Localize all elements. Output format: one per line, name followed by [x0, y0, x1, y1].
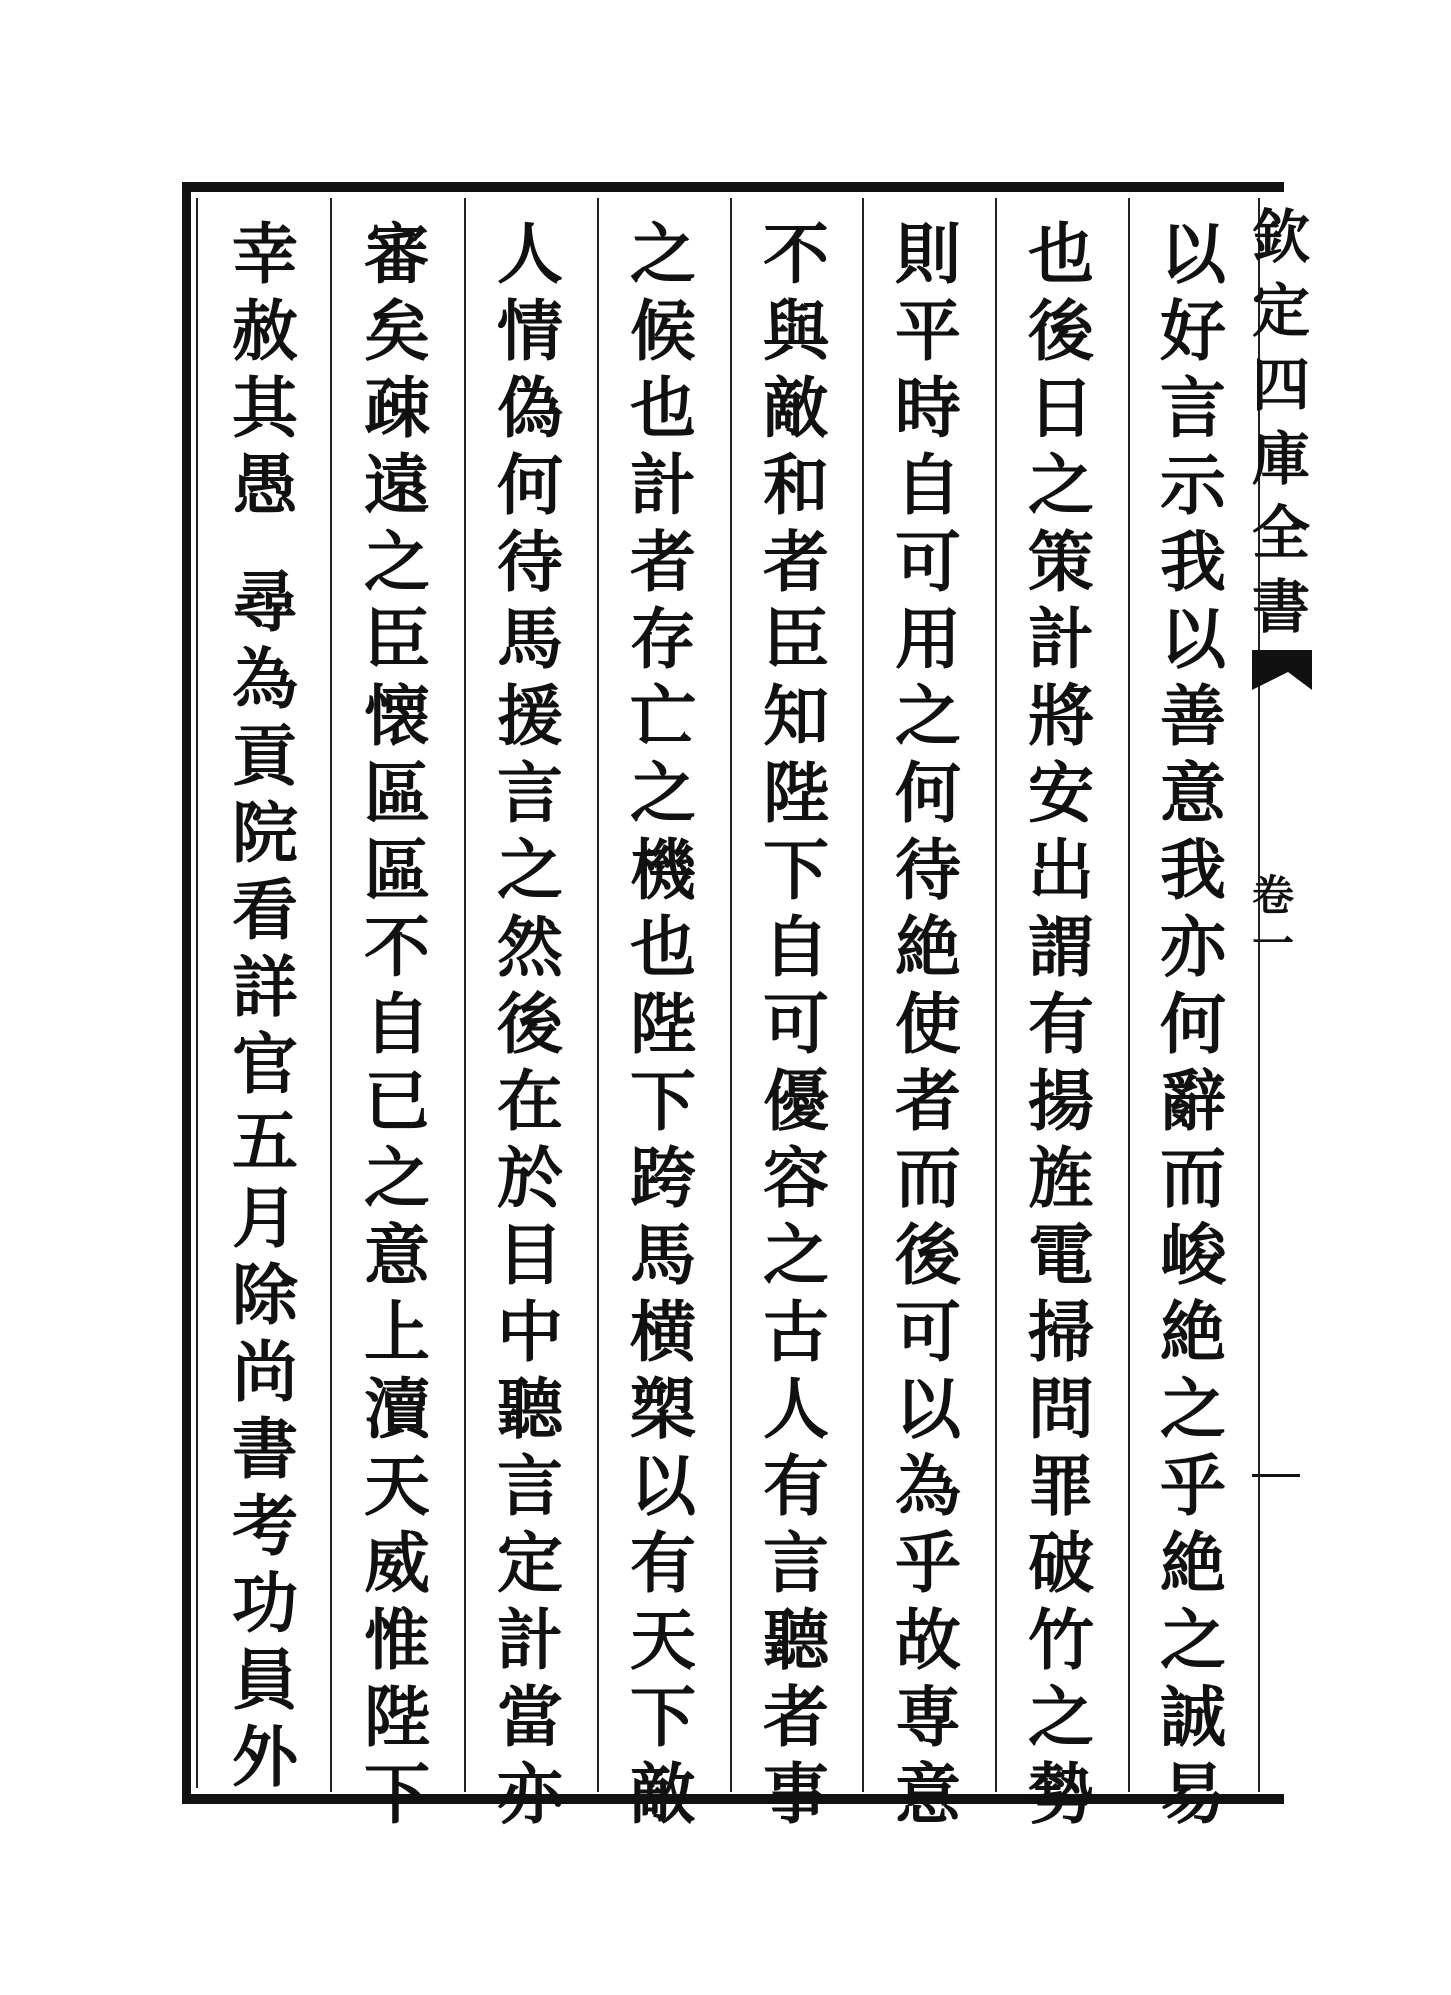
- text-char: 援: [497, 677, 563, 755]
- text-char: 在: [497, 1062, 563, 1140]
- banxin-strip: [1252, 182, 1312, 1804]
- banxin-char: 卷: [1252, 871, 1295, 920]
- text-char: 幸: [232, 215, 298, 293]
- column-rule: [1128, 198, 1130, 1792]
- text-char: 臣: [364, 600, 430, 678]
- text-char: 聽: [763, 1601, 829, 1679]
- text-char: 乎: [895, 1524, 961, 1602]
- text-column-3: [873, 215, 983, 1833]
- text-char: 天: [364, 1447, 430, 1525]
- text-char: 横: [630, 1293, 696, 1371]
- text-char: 後: [895, 1216, 961, 1294]
- text-char: 可: [763, 985, 829, 1063]
- text-char: 何: [1160, 985, 1226, 1063]
- text-char: 官: [232, 1025, 298, 1103]
- text-char: 有: [1028, 985, 1094, 1063]
- text-char: 懐: [364, 677, 430, 755]
- text-char: 定: [497, 1524, 563, 1602]
- text-char: 機: [630, 831, 696, 909]
- text-char: 亡: [630, 677, 696, 755]
- text-char: 敵: [763, 369, 829, 447]
- text-char: 絶: [895, 908, 961, 986]
- text-char: 除: [232, 1256, 298, 1334]
- banxin-char: 全: [1252, 499, 1311, 567]
- text-char: 之: [364, 1139, 430, 1217]
- text-char: 時: [895, 369, 961, 447]
- text-char: 意: [895, 1755, 961, 1833]
- text-char: 不: [364, 908, 430, 986]
- text-char: 之: [763, 1216, 829, 1294]
- text-char: 愚: [232, 446, 298, 524]
- text-char: 人: [763, 1370, 829, 1448]
- text-char: 意: [1160, 754, 1226, 832]
- text-char: 電: [1028, 1216, 1094, 1294]
- text-char: 已: [364, 1062, 430, 1140]
- text-char: 然: [497, 908, 563, 986]
- text-char: 惟: [364, 1601, 430, 1679]
- text-char: 言: [1160, 369, 1226, 447]
- text-char: 貢: [232, 717, 298, 795]
- text-char: 計: [497, 1601, 563, 1679]
- text-column-2: [1006, 215, 1116, 1833]
- text-char: 乎: [1160, 1447, 1226, 1525]
- text-char: 之: [895, 677, 961, 755]
- text-char: 月: [232, 1179, 298, 1257]
- text-char: 用: [895, 600, 961, 678]
- text-char: 情: [497, 292, 563, 370]
- text-char: 善: [1160, 677, 1226, 755]
- text-char: 不: [763, 215, 829, 293]
- fishtail-mark: [1252, 650, 1312, 690]
- text-char: 言: [497, 754, 563, 832]
- banxin-char: 定: [1252, 277, 1311, 345]
- text-char: 待: [895, 831, 961, 909]
- text-column-1: [1138, 215, 1248, 1833]
- text-char: 之: [364, 523, 430, 601]
- text-char: 者: [895, 1062, 961, 1140]
- text-char: 優: [763, 1062, 829, 1140]
- text-char: 自: [763, 908, 829, 986]
- text-char: 中: [497, 1293, 563, 1371]
- text-char: 疎: [364, 369, 430, 447]
- text-char: 何: [895, 754, 961, 832]
- text-char: 言: [497, 1447, 563, 1525]
- text-column-5: [608, 215, 718, 1833]
- text-char: 後: [1028, 292, 1094, 370]
- text-column-7: [342, 215, 452, 1833]
- text-char: 目: [497, 1216, 563, 1294]
- text-char: 我: [1160, 831, 1226, 909]
- text-char: 外: [232, 1718, 298, 1796]
- text-char: 言: [763, 1524, 829, 1602]
- text-char: 候: [630, 292, 696, 370]
- text-char: 與: [763, 292, 829, 370]
- text-char: 専: [895, 1678, 961, 1756]
- text-char: 五: [232, 1102, 298, 1180]
- text-char: 自: [895, 446, 961, 524]
- text-char: 而: [1160, 1139, 1226, 1217]
- text-char: 於: [497, 1139, 563, 1217]
- text-char: 揚: [1028, 1062, 1094, 1140]
- text-char: 者: [630, 523, 696, 601]
- text-char: 亦: [497, 1755, 563, 1833]
- text-char: 竹: [1028, 1601, 1094, 1679]
- text-char: 以: [895, 1370, 961, 1448]
- text-char: 峻: [1160, 1216, 1226, 1294]
- banxin-mark: [1252, 1474, 1300, 1477]
- text-char: 問: [1028, 1370, 1094, 1448]
- text-char: 以: [630, 1447, 696, 1525]
- text-char: 人: [497, 215, 563, 293]
- banxin-title: [1252, 200, 1312, 644]
- text-char: 尋: [232, 563, 298, 641]
- text-char: 審: [364, 215, 430, 293]
- text-char: 馬: [630, 1216, 696, 1294]
- text-char: 臣: [763, 600, 829, 678]
- text-char: 功: [232, 1564, 298, 1642]
- text-char: 計: [630, 446, 696, 524]
- text-char: 下: [763, 831, 829, 909]
- text-char: 之: [1028, 446, 1094, 524]
- text-char: 威: [364, 1524, 430, 1602]
- text-char: 下: [364, 1755, 430, 1833]
- banxin-char: 書: [1252, 573, 1311, 641]
- text-char: 槊: [630, 1370, 696, 1448]
- text-char: 平: [895, 292, 961, 370]
- text-char: 知: [763, 677, 829, 755]
- text-column-6: [475, 215, 585, 1833]
- text-char: 當: [497, 1678, 563, 1756]
- text-char: 待: [497, 523, 563, 601]
- text-char: 遠: [364, 446, 430, 524]
- text-char: 聽: [497, 1370, 563, 1448]
- text-char: 敵: [630, 1755, 696, 1833]
- text-char: 勢: [1028, 1755, 1094, 1833]
- text-char: 陛: [630, 985, 696, 1063]
- text-char: 馬: [497, 600, 563, 678]
- text-char: 區: [364, 754, 430, 832]
- text-char: 故: [895, 1601, 961, 1679]
- text-char: 古: [763, 1293, 829, 1371]
- text-char: 安: [1028, 754, 1094, 832]
- text-char: 也: [630, 908, 696, 986]
- text-char: 赦: [232, 292, 298, 370]
- text-char: 策: [1028, 523, 1094, 601]
- text-char: 為: [232, 640, 298, 718]
- column-rule: [597, 198, 599, 1792]
- banxin-char: 欽: [1252, 203, 1311, 271]
- text-char: 破: [1028, 1524, 1094, 1602]
- text-char: 可: [895, 1293, 961, 1371]
- text-char: 掃: [1028, 1293, 1094, 1371]
- column-rule: [995, 198, 997, 1792]
- text-char: 可: [895, 523, 961, 601]
- text-column-8: [210, 216, 320, 1796]
- text-char: 為: [895, 1447, 961, 1525]
- text-column-4: [741, 215, 851, 1833]
- text-char: 好: [1160, 292, 1226, 370]
- text-char: 書: [232, 1410, 298, 1488]
- text-char: 和: [763, 446, 829, 524]
- text-char: 亦: [1160, 908, 1226, 986]
- text-char: 出: [1028, 831, 1094, 909]
- text-char: 謂: [1028, 908, 1094, 986]
- juan-label: [1252, 872, 1312, 968]
- column-rule: [862, 198, 864, 1792]
- text-char: 日: [1028, 369, 1094, 447]
- text-char: 矣: [364, 292, 430, 370]
- text-char: 之: [1160, 1601, 1226, 1679]
- text-char: 何: [497, 446, 563, 524]
- text-char: 之: [1028, 1678, 1094, 1756]
- segment-gap: [210, 524, 320, 564]
- text-char: 我: [1160, 523, 1226, 601]
- text-char: 其: [232, 369, 298, 447]
- text-char: 天: [630, 1601, 696, 1679]
- text-char: 者: [763, 1678, 829, 1756]
- text-char: 跨: [630, 1139, 696, 1217]
- text-char: 瀆: [364, 1370, 430, 1448]
- text-char: 尚: [232, 1333, 298, 1411]
- banxin-char: 庫: [1252, 425, 1311, 493]
- text-char: 易: [1160, 1755, 1226, 1833]
- text-char: 之: [630, 754, 696, 832]
- text-char: 詳: [232, 948, 298, 1026]
- text-char: 之: [497, 831, 563, 909]
- text-char: 區: [364, 831, 430, 909]
- column-rule: [730, 198, 732, 1792]
- text-char: 罪: [1028, 1447, 1094, 1525]
- text-char: 而: [895, 1139, 961, 1217]
- text-char: 容: [763, 1139, 829, 1217]
- text-char: 事: [763, 1755, 829, 1833]
- text-char: 上: [364, 1293, 430, 1371]
- text-char: 偽: [497, 369, 563, 447]
- text-char: 考: [232, 1487, 298, 1565]
- text-char: 之: [630, 215, 696, 293]
- text-char: 絶: [1160, 1524, 1226, 1602]
- text-char: 者: [763, 523, 829, 601]
- text-char: 辭: [1160, 1062, 1226, 1140]
- text-char: 也: [630, 369, 696, 447]
- text-char: 示: [1160, 446, 1226, 524]
- text-char: 意: [364, 1216, 430, 1294]
- banxin-char: 一: [1252, 919, 1295, 968]
- text-char: 看: [232, 871, 298, 949]
- text-char: 以: [1160, 600, 1226, 678]
- text-char: 下: [630, 1678, 696, 1756]
- frame-inner-line: [196, 198, 198, 1788]
- column-rule: [464, 198, 466, 1792]
- text-char: 院: [232, 794, 298, 872]
- text-char: 絶: [1160, 1293, 1226, 1371]
- text-char: 以: [1160, 215, 1226, 293]
- text-char: 員: [232, 1641, 298, 1719]
- text-char: 則: [895, 215, 961, 293]
- text-char: 之: [1160, 1370, 1226, 1448]
- text-char: 有: [630, 1524, 696, 1602]
- text-char: 後: [497, 985, 563, 1063]
- banxin-char: 四: [1252, 351, 1311, 419]
- text-char: 使: [895, 985, 961, 1063]
- text-char: 誠: [1160, 1678, 1226, 1756]
- text-char: 陛: [364, 1678, 430, 1756]
- text-char: 存: [630, 600, 696, 678]
- text-char: 計: [1028, 600, 1094, 678]
- text-char: 下: [630, 1062, 696, 1140]
- text-char: 也: [1028, 215, 1094, 293]
- text-char: 將: [1028, 677, 1094, 755]
- text-char: 旌: [1028, 1139, 1094, 1217]
- text-char: 陛: [763, 754, 829, 832]
- text-char: 自: [364, 985, 430, 1063]
- column-rule: [330, 198, 332, 1792]
- text-char: 有: [763, 1447, 829, 1525]
